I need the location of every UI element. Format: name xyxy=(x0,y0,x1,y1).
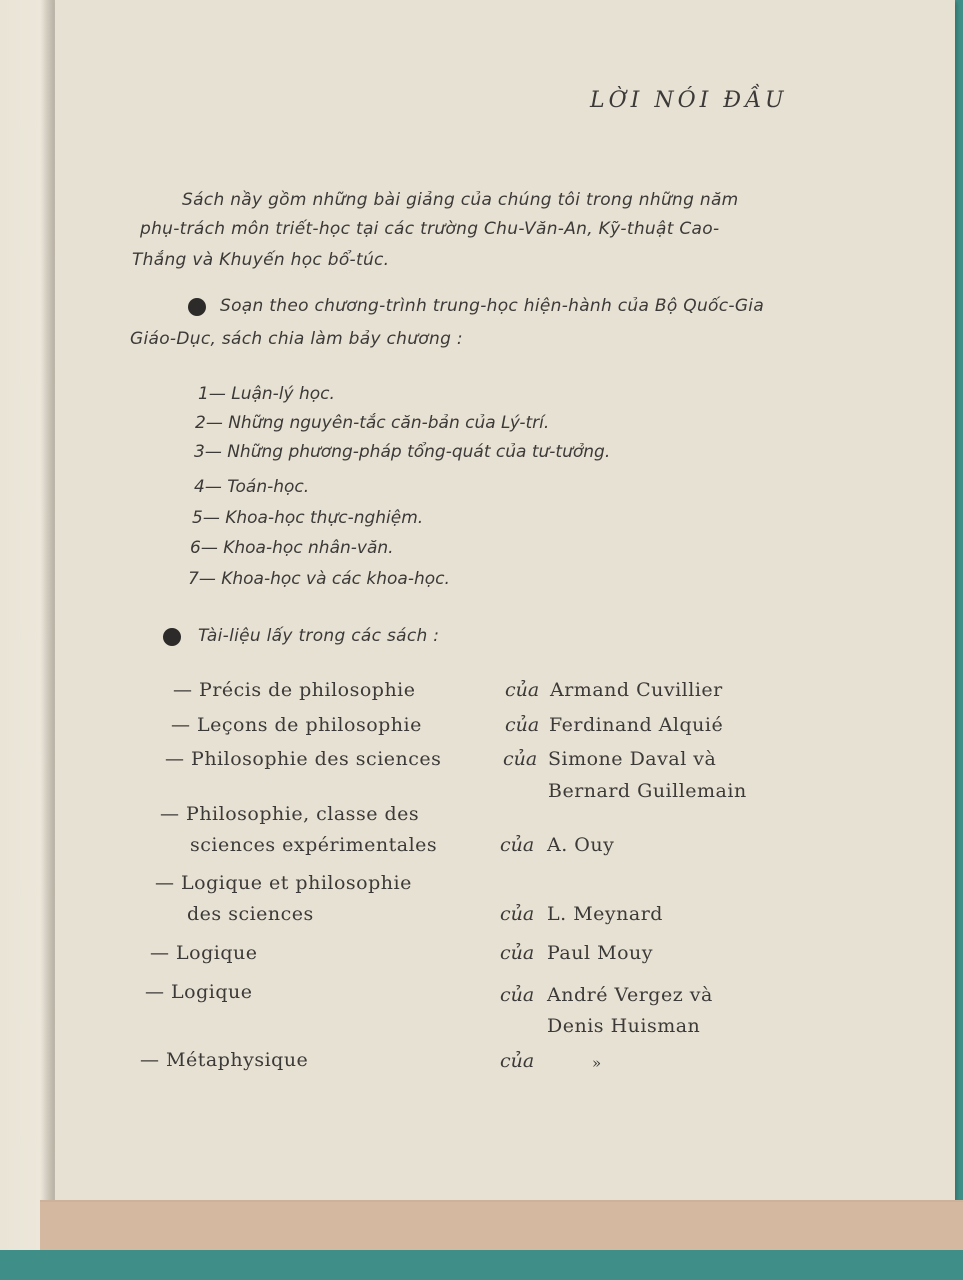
background-surface xyxy=(0,1250,963,1280)
source-author-ditto: » xyxy=(592,1054,602,1072)
intro-line-2: phụ-trách môn triết-học tại các trường Chu-Văn-An, Kỹ-thuật Cao- xyxy=(140,219,720,239)
program-line-2: Giáo-Dục, sách chia làm bảy chương : xyxy=(130,329,463,349)
intro-line-1: Sách nầy gồm những bài giảng của chúng tôi trong những năm xyxy=(182,190,739,210)
source-title-continued: sciences expérimentales xyxy=(190,834,438,856)
source-of-label: của xyxy=(503,748,538,770)
source-author: André Vergez và xyxy=(547,984,713,1006)
source-author-continued: Denis Huisman xyxy=(547,1015,701,1037)
book-page xyxy=(55,0,955,1200)
program-line-1: Soạn theo chương-trình trung-học hiện-hành của Bộ Quốc-Gia xyxy=(220,296,765,316)
source-of-label: của xyxy=(500,834,535,856)
source-author: Paul Mouy xyxy=(547,942,653,964)
source-author: A. Ouy xyxy=(547,834,615,856)
page-title: LỜI NÓI ĐẦU xyxy=(590,88,788,113)
source-title: — Logique et philosophie xyxy=(155,872,412,894)
chapter-item: 1— Luận-lý học. xyxy=(198,384,335,404)
source-title: — Métaphysique xyxy=(140,1049,309,1071)
chapter-item: 3— Những phương-pháp tổng-quát của tư-tưởng. xyxy=(194,442,611,462)
source-title: — Logique xyxy=(145,981,253,1003)
source-author: Armand Cuvillier xyxy=(550,679,723,701)
source-author: Simone Daval và xyxy=(548,748,717,770)
source-title: — Leçons de philosophie xyxy=(171,714,422,736)
source-title: — Philosophie, classe des xyxy=(160,803,420,825)
source-author: Ferdinand Alquié xyxy=(549,714,724,736)
book-cover-edge xyxy=(40,1200,963,1252)
chapter-item: 4— Toán-học. xyxy=(194,477,310,497)
chapter-item: 5— Khoa-học thực-nghiệm. xyxy=(192,508,424,528)
source-of-label: của xyxy=(500,942,535,964)
chapter-item: 7— Khoa-học và các khoa-học. xyxy=(188,569,450,589)
sources-heading: Tài-liệu lấy trong các sách : xyxy=(198,626,440,646)
source-of-label: của xyxy=(505,714,540,736)
source-title: — Logique xyxy=(150,942,258,964)
chapter-item: 2— Những nguyên-tắc căn-bản của Lý-trí. xyxy=(195,413,550,433)
source-of-label: của xyxy=(500,984,535,1006)
bullet-icon xyxy=(163,628,181,646)
source-of-label: của xyxy=(500,903,535,925)
chapter-item: 6— Khoa-học nhân-văn. xyxy=(190,538,394,558)
source-title: — Précis de philosophie xyxy=(173,679,416,701)
source-author-continued: Bernard Guillemain xyxy=(548,780,747,802)
source-of-label: của xyxy=(505,679,540,701)
intro-line-3: Thắng và Khuyến học bổ-túc. xyxy=(132,250,390,270)
source-of-label: của xyxy=(500,1050,535,1072)
source-title-continued: des sciences xyxy=(187,903,314,925)
bullet-icon xyxy=(188,298,206,316)
source-author: L. Meynard xyxy=(547,903,663,925)
source-title: — Philosophie des sciences xyxy=(165,748,442,770)
